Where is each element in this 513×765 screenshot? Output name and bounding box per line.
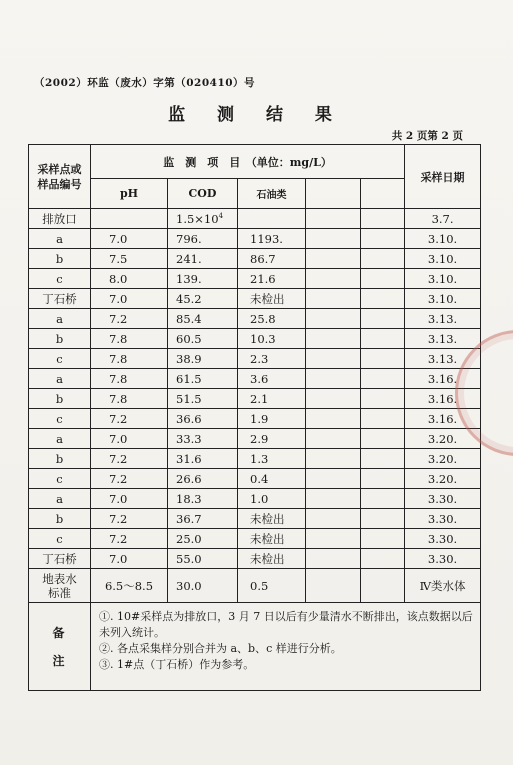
date-cell: 3.30. [405, 489, 481, 509]
date-cell: 3.13. [405, 349, 481, 369]
page-indicator: 共 2 页第 2 页 [391, 130, 463, 142]
table-row [29, 549, 481, 569]
date-cell: 3.16. [405, 409, 481, 429]
oil-cell: 未检出 [238, 549, 306, 569]
sample-cell: a [29, 489, 91, 509]
empty-cell [306, 289, 361, 309]
ph-cell: 7.0 [91, 429, 168, 449]
oil-cell: 21.6 [238, 269, 306, 289]
date-cell: 3.13. [405, 309, 481, 329]
date-cell: 3.10. [405, 269, 481, 289]
empty-cell [306, 329, 361, 349]
ph-cell: 7.8 [91, 389, 168, 409]
oil-cell [238, 209, 306, 229]
ph-cell: 7.2 [91, 469, 168, 489]
empty-cell [361, 369, 405, 389]
cod-value: 18.3 [176, 491, 202, 506]
date-cell: 3.10. [405, 249, 481, 269]
empty-cell [306, 469, 361, 489]
sample-cell: 排放口 [29, 209, 91, 229]
cod-value: 51.5 [176, 391, 202, 406]
remarks-content [91, 603, 481, 691]
header-empty-2 [361, 179, 405, 209]
oil-cell: 10.3 [238, 329, 306, 349]
cod-cell [168, 349, 238, 369]
cod-exponent: 4 [218, 211, 224, 220]
cod-value: 36.6 [176, 411, 202, 426]
ph-cell: 8.0 [91, 269, 168, 289]
empty-cell [306, 409, 361, 429]
ph-cell: 7.5 [91, 249, 168, 269]
empty-cell [306, 489, 361, 509]
ph-cell: 7.2 [91, 409, 168, 429]
cod-cell [168, 329, 238, 349]
page-title: 监 测 结 果 [168, 105, 345, 125]
empty-cell [306, 369, 361, 389]
date-cell: 3.30. [405, 549, 481, 569]
results-table [28, 144, 481, 691]
empty-cell [306, 449, 361, 469]
empty-cell [306, 389, 361, 409]
table-row [29, 469, 481, 489]
date-cell: 3.16. [405, 369, 481, 389]
table-row [29, 369, 481, 389]
cod-cell [168, 209, 238, 229]
ph-cell: 7.0 [91, 229, 168, 249]
empty-cell [361, 489, 405, 509]
empty-cell [361, 529, 405, 549]
empty-cell [361, 289, 405, 309]
table-row [29, 449, 481, 469]
cod-cell [168, 409, 238, 429]
empty-cell [361, 349, 405, 369]
empty-cell [361, 309, 405, 329]
standard-label: 地表水 标准 [29, 569, 91, 603]
cod-cell [168, 289, 238, 309]
empty-cell [361, 449, 405, 469]
cod-value: 60.5 [176, 331, 202, 346]
empty-cell [361, 209, 405, 229]
sample-cell: b [29, 389, 91, 409]
header-oil: 石油类 [238, 179, 306, 209]
empty-cell [306, 269, 361, 289]
cod-value: 85.4 [176, 311, 202, 326]
empty-cell [361, 429, 405, 449]
empty-cell [361, 269, 405, 289]
cod-value: 1.5×10 [176, 211, 219, 226]
date-cell: 3.20. [405, 429, 481, 449]
empty-cell [361, 469, 405, 489]
oil-cell: 86.7 [238, 249, 306, 269]
cod-value: 26.6 [176, 471, 202, 486]
cod-cell [168, 529, 238, 549]
table-row [29, 329, 481, 349]
date-cell: 3.13. [405, 329, 481, 349]
header-sample: 采样点或 样品编号 [29, 145, 91, 209]
date-cell: 3.10. [405, 229, 481, 249]
cod-value: 139. [176, 271, 202, 286]
cod-value: 796. [176, 231, 202, 246]
cod-cell [168, 389, 238, 409]
oil-cell: 3.6 [238, 369, 306, 389]
table-row [29, 229, 481, 249]
sample-cell: b [29, 249, 91, 269]
empty-cell [306, 309, 361, 329]
cod-cell [168, 309, 238, 329]
sample-cell: b [29, 329, 91, 349]
ph-cell [91, 209, 168, 229]
oil-cell: 2.3 [238, 349, 306, 369]
empty-cell [306, 209, 361, 229]
sample-cell: a [29, 309, 91, 329]
oil-cell: 2.9 [238, 429, 306, 449]
oil-cell: 未检出 [238, 509, 306, 529]
oil-cell: 1.9 [238, 409, 306, 429]
header-ph: pH [91, 179, 168, 209]
ph-cell: 7.2 [91, 529, 168, 549]
cod-cell [168, 429, 238, 449]
oil-cell: 25.8 [238, 309, 306, 329]
date-cell: 3.10. [405, 289, 481, 309]
date-cell: 3.20. [405, 469, 481, 489]
table-row [29, 429, 481, 449]
cod-value: 45.2 [176, 291, 202, 306]
empty-cell [361, 549, 405, 569]
cod-value: 31.6 [176, 451, 202, 466]
oil-cell: 1.0 [238, 489, 306, 509]
sample-cell: a [29, 369, 91, 389]
oil-cell: 1.3 [238, 449, 306, 469]
standard-class: Ⅳ类水体 [405, 569, 481, 603]
cod-value: 241. [176, 251, 202, 266]
header-date: 采样日期 [405, 145, 481, 209]
ph-cell: 7.8 [91, 329, 168, 349]
empty-cell [306, 549, 361, 569]
cod-cell [168, 449, 238, 469]
table-row [29, 529, 481, 549]
oil-cell: 未检出 [238, 529, 306, 549]
ph-cell: 7.2 [91, 509, 168, 529]
table-row [29, 249, 481, 269]
ph-cell: 7.0 [91, 549, 168, 569]
header-cod: COD [168, 179, 238, 209]
remark-item: ②. 各点采集样分别合并为 a、b、c 样进行分析。 [99, 642, 342, 655]
cod-cell [168, 369, 238, 389]
standard-cod: 30.0 [168, 569, 238, 603]
remarks-row [29, 603, 481, 691]
cod-cell [168, 509, 238, 529]
sample-cell: a [29, 429, 91, 449]
ph-cell: 7.2 [91, 309, 168, 329]
table-row [29, 389, 481, 409]
cod-value: 33.3 [176, 431, 202, 446]
ph-cell: 7.0 [91, 489, 168, 509]
empty-cell [306, 509, 361, 529]
document-number: （2002）环监（废水）字第（020410）号 [34, 77, 256, 89]
cod-value: 25.0 [176, 531, 202, 546]
ph-cell: 7.8 [91, 369, 168, 389]
sample-cell: b [29, 449, 91, 469]
standard-row [29, 569, 481, 603]
table-row [29, 409, 481, 429]
remark-item: ①. 10#采样点为排放口，3 月 7 日以后有少量清水不断排出，该点数据以后未列入统计。 [99, 610, 473, 639]
empty-cell [361, 509, 405, 529]
cod-cell [168, 249, 238, 269]
table-row [29, 269, 481, 289]
standard-ph: 6.5～8.5 [91, 569, 168, 603]
empty-cell [361, 249, 405, 269]
table-row [29, 509, 481, 529]
cod-cell [168, 549, 238, 569]
remark-item: ③. 1#点（丁石桥）作为参考。 [99, 658, 255, 671]
table-row [29, 309, 481, 329]
header-monitoring-items: 监 测 项 目 （单位：mg/L） [91, 145, 405, 179]
empty-cell [306, 429, 361, 449]
table-row [29, 349, 481, 369]
empty-cell [361, 409, 405, 429]
ph-cell: 7.0 [91, 289, 168, 309]
cod-cell [168, 469, 238, 489]
sample-cell: 丁石桥 [29, 549, 91, 569]
oil-cell: 2.1 [238, 389, 306, 409]
date-cell: 3.7. [405, 209, 481, 229]
empty-cell [306, 249, 361, 269]
sample-cell: 丁石桥 [29, 289, 91, 309]
date-cell: 3.30. [405, 529, 481, 549]
oil-cell: 未检出 [238, 289, 306, 309]
empty-cell [361, 329, 405, 349]
sample-cell: c [29, 469, 91, 489]
ph-cell: 7.8 [91, 349, 168, 369]
oil-cell: 1193. [238, 229, 306, 249]
cod-cell [168, 269, 238, 289]
table-row [29, 209, 481, 229]
cod-cell [168, 489, 238, 509]
header-empty-1 [306, 179, 361, 209]
ph-cell: 7.2 [91, 449, 168, 469]
cod-cell [168, 229, 238, 249]
sample-cell: b [29, 509, 91, 529]
sample-cell: c [29, 269, 91, 289]
sample-cell: c [29, 529, 91, 549]
date-cell: 3.16. [405, 389, 481, 409]
cod-value: 38.9 [176, 351, 202, 366]
sample-cell: c [29, 349, 91, 369]
sample-cell: c [29, 409, 91, 429]
empty-cell [361, 229, 405, 249]
empty-cell [306, 569, 361, 603]
table-row [29, 289, 481, 309]
sample-cell: a [29, 229, 91, 249]
table-row [29, 489, 481, 509]
cod-value: 36.7 [176, 511, 202, 526]
empty-cell [361, 389, 405, 409]
date-cell: 3.30. [405, 509, 481, 529]
empty-cell [361, 569, 405, 603]
date-cell: 3.20. [405, 449, 481, 469]
standard-oil: 0.5 [238, 569, 306, 603]
empty-cell [306, 529, 361, 549]
empty-cell [306, 349, 361, 369]
cod-value: 55.0 [176, 551, 202, 566]
oil-cell: 0.4 [238, 469, 306, 489]
empty-cell [306, 229, 361, 249]
cod-value: 61.5 [176, 371, 202, 386]
remarks-label: 备 注 [29, 603, 91, 691]
